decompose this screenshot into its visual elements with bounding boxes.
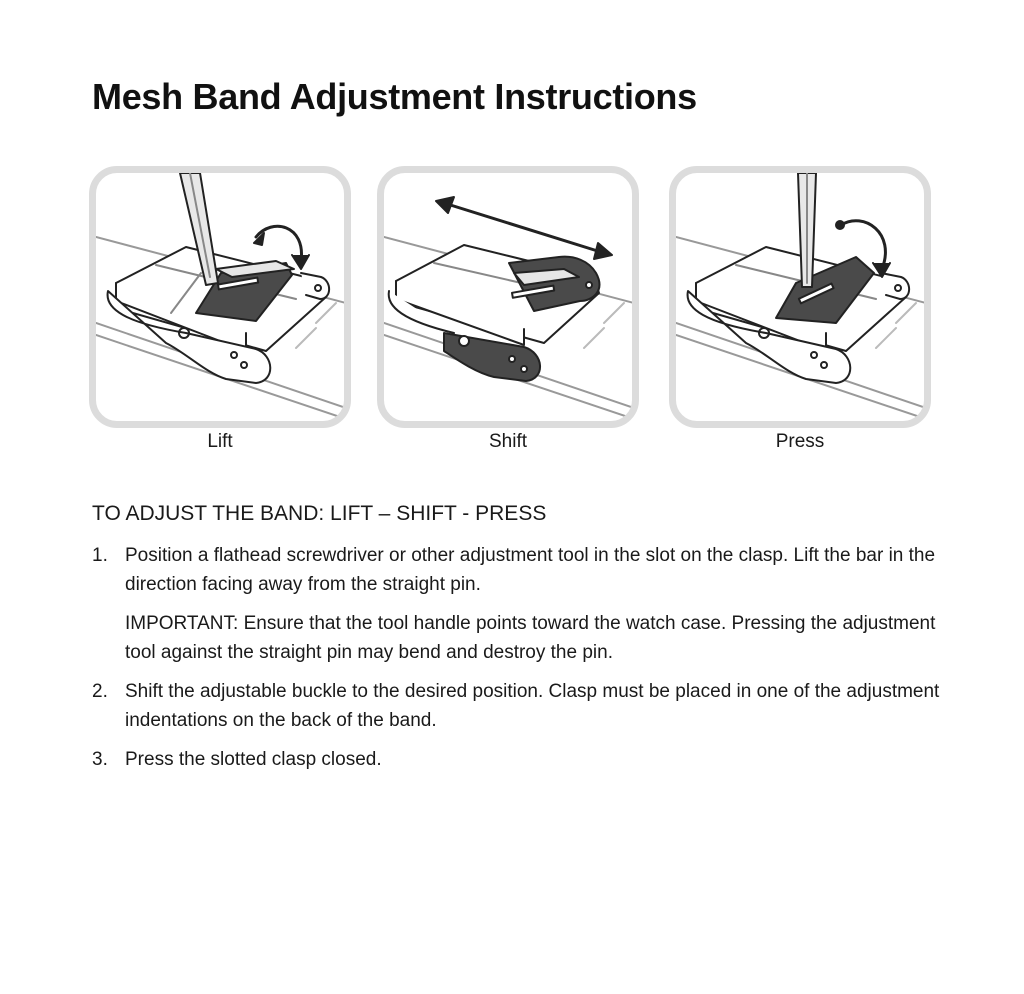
- step-item: [92, 677, 942, 735]
- lift-illustration: [96, 173, 344, 421]
- step-text: Shift the adjustable buckle to the desired position. Clasp must be placed in one of the adjustment indentations on the back of the band.: [125, 681, 940, 731]
- lift-illustration-panel: [89, 166, 351, 428]
- page-title: Mesh Band Adjustment Instructions: [92, 76, 697, 117]
- step-number: 3.: [92, 749, 108, 770]
- shift-illustration: [384, 173, 632, 421]
- step-number: 2.: [92, 681, 108, 702]
- steps-list: [92, 541, 942, 784]
- step-item: [92, 541, 942, 667]
- shift-illustration-panel: [377, 166, 639, 428]
- step-text: Press the slotted clasp closed.: [125, 749, 382, 770]
- step-text: Position a flathead screwdriver or other adjustment tool in the slot on the clasp. Lift the bar in the direction facing away from the straight pin.: [125, 545, 936, 595]
- step-important-note: IMPORTANT: Ensure that the tool handle points toward the watch case. Pressing the adjustment tool against the straight pin may bend and destroy the pin.: [125, 613, 936, 663]
- step-item: [92, 745, 942, 774]
- caption-press: Press: [775, 431, 825, 452]
- step-number: 1.: [92, 545, 108, 566]
- press-illustration: [676, 173, 924, 421]
- instructions-heading: TO ADJUST THE BAND: LIFT – SHIFT - PRESS: [92, 502, 547, 525]
- caption-shift: Shift: [488, 431, 528, 452]
- caption-lift: Lift: [207, 431, 233, 452]
- press-illustration-panel: [669, 166, 931, 428]
